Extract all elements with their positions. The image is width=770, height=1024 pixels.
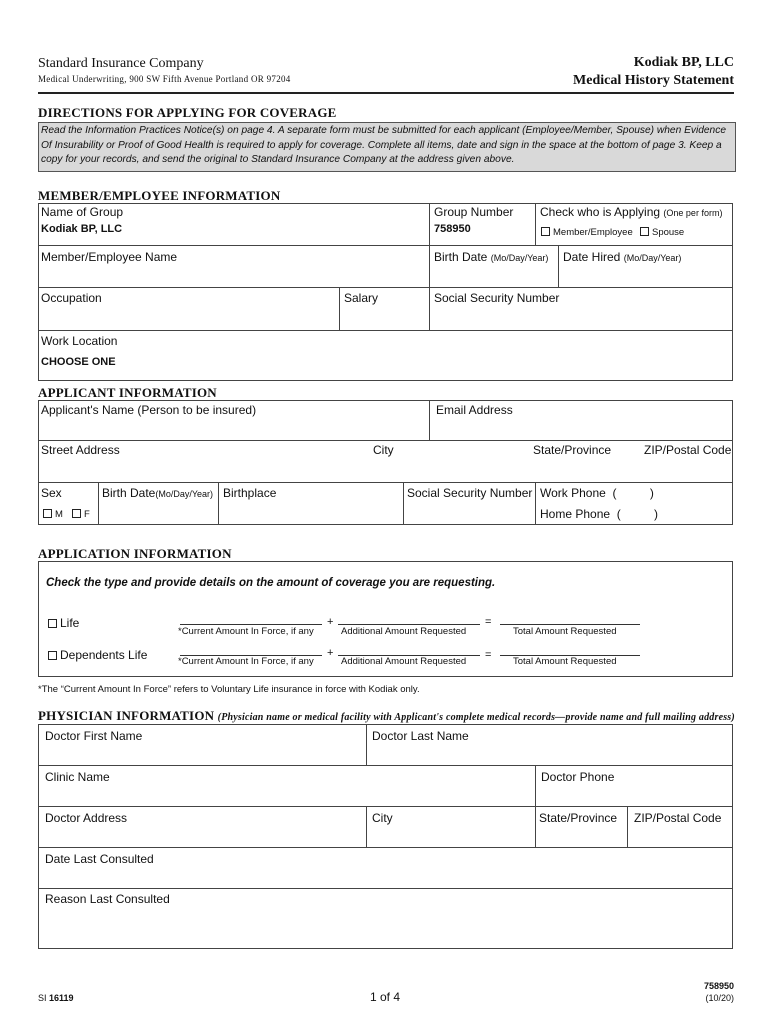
dependents-plus: +	[327, 647, 334, 659]
divider	[627, 806, 628, 847]
member-employee-text: Member/Employee	[553, 227, 633, 238]
applicant-birth-note: (Mo/Day/Year)	[155, 489, 214, 499]
sex-f-text: F	[84, 509, 90, 520]
company-address: Medical Underwriting, 900 SW Fifth Avenue Portland OR 97204	[38, 74, 291, 84]
divider	[38, 245, 733, 246]
divider	[218, 482, 219, 525]
reason-last-consulted-label: Reason Last Consulted	[45, 892, 170, 906]
doctor-last-name-label: Doctor Last Name	[372, 729, 469, 743]
divider	[38, 765, 733, 766]
street-label: Street Address	[41, 443, 120, 457]
clinic-name-label: Clinic Name	[45, 770, 110, 784]
member-name-label: Member/Employee Name	[41, 250, 178, 264]
sex-f-checkbox[interactable]	[72, 509, 81, 518]
divider	[38, 440, 733, 441]
divider	[38, 287, 733, 288]
divider	[38, 330, 733, 331]
dependents-life-text: Dependents Life	[60, 648, 148, 662]
footer-code: 758950	[703, 981, 734, 991]
divider	[429, 400, 430, 440]
page-number: 1 of 4	[370, 990, 401, 1004]
work-location-label: Work Location	[41, 334, 118, 348]
divider	[366, 724, 367, 765]
divider	[535, 203, 536, 245]
doctor-first-name-label: Doctor First Name	[45, 729, 143, 743]
life-option[interactable]	[48, 616, 79, 630]
group-name-label: Name of Group	[41, 205, 124, 219]
divider	[38, 847, 733, 848]
applicant-birth-label	[102, 486, 213, 500]
divider	[339, 287, 340, 330]
occupation-label: Occupation	[41, 291, 102, 305]
member-employee-checkbox[interactable]	[541, 227, 550, 236]
employer-name: Kodiak BP, LLC	[633, 55, 734, 70]
life-total-caption: Total Amount Requested	[513, 626, 617, 637]
divider	[535, 482, 536, 525]
divider	[558, 245, 559, 287]
directions-title: DIRECTIONS FOR APPLYING FOR COVERAGE	[38, 105, 337, 120]
divider	[38, 888, 733, 889]
life-text: Life	[60, 616, 80, 630]
divider	[535, 765, 536, 847]
life-equals: =	[485, 616, 492, 628]
doctor-state-label: State/Province	[539, 811, 618, 825]
dependents-total-caption: Total Amount Requested	[513, 656, 617, 667]
directions-text: Read the Information Practices Notice(s) on page 4. A separate form must be submitted for each applicant (Employee/Member, Spouse) when Evidence Of Insurability or Proof of Good Health is required to apply for coverage. Complete all items, date and sign in the space at the bottom of page 3. Keep a copy for your records, and send the original to Standard Insurance Company at the address given above.	[38, 122, 736, 172]
doctor-phone-label: Doctor Phone	[541, 770, 615, 784]
spouse-text: Spouse	[652, 227, 685, 238]
divider	[366, 806, 367, 847]
life-plus: +	[327, 616, 334, 628]
member-employee-option[interactable]	[541, 227, 633, 238]
check-applying-text: Check who is Applying	[540, 205, 661, 219]
group-number-field[interactable]: 758950	[434, 223, 471, 235]
spouse-option[interactable]	[640, 227, 684, 238]
dependents-additional-caption: Additional Amount Requested	[341, 656, 467, 667]
doctor-zip-label: ZIP/Postal Code	[634, 811, 722, 825]
email-label: Email Address	[436, 403, 513, 417]
date-hired-label	[563, 250, 681, 264]
physician-subtitle: (Physician name or medical facility with Applicant's complete medical records—provide name and full mailing address)	[217, 712, 735, 723]
member-ssn-label: Social Security Number	[434, 291, 560, 305]
date-last-consulted-label: Date Last Consulted	[45, 852, 154, 866]
salary-label: Salary	[344, 291, 379, 305]
sex-f-option[interactable]	[72, 509, 90, 520]
divider	[403, 482, 404, 525]
member-birth-note: (Mo/Day/Year)	[490, 253, 549, 263]
applicant-zip-label: ZIP/Postal Code	[644, 443, 732, 457]
dependents-current-caption: *Current Amount In Force, if any	[178, 656, 314, 667]
sex-m-text: M	[55, 509, 63, 520]
divider	[38, 806, 733, 807]
date-hired-note: (Mo/Day/Year)	[623, 253, 682, 263]
sex-m-checkbox[interactable]	[43, 509, 52, 518]
dependents-life-option[interactable]	[48, 648, 147, 662]
member-section-title: MEMBER/EMPLOYEE INFORMATION	[38, 188, 281, 203]
dependents-equals: =	[485, 649, 492, 661]
member-birth-text: Birth Date	[434, 250, 488, 264]
header-rule	[38, 92, 734, 94]
group-name-field[interactable]: Kodiak BP, LLC	[41, 223, 123, 235]
application-footnote: *The “Current Amount In Force” refers to Voluntary Life insurance in force with Kodiak only.	[38, 684, 420, 695]
birthplace-label: Birthplace	[223, 486, 277, 500]
application-instruction: Check the type and provide details on the amount of coverage you are requesting.	[46, 577, 496, 589]
life-additional-caption: Additional Amount Requested	[341, 626, 467, 637]
date-hired-text: Date Hired	[563, 250, 621, 264]
life-additional-line[interactable]	[338, 624, 480, 625]
life-current-caption: *Current Amount In Force, if any	[178, 626, 314, 637]
applicant-birth-text: Birth Date	[102, 486, 156, 500]
form-number-prefix: SI	[38, 993, 50, 1003]
applicant-state-label: State/Province	[533, 443, 612, 457]
form-number	[38, 993, 74, 1003]
group-number-label: Group Number	[434, 205, 514, 219]
form-number-value: 16119	[49, 993, 74, 1003]
physician-title-text: PHYSICIAN INFORMATION	[38, 708, 215, 723]
footer-date: (10/20)	[705, 993, 734, 1003]
applicant-section-title: APPLICANT INFORMATION	[38, 385, 217, 400]
work-location-select[interactable]: CHOOSE ONE	[41, 356, 116, 368]
applicant-name-label: Applicant's Name (Person to be insured)	[41, 403, 257, 417]
life-checkbox[interactable]	[48, 619, 57, 628]
physician-section-title	[38, 708, 735, 724]
divider	[429, 203, 430, 330]
home-phone-label: Home Phone ( )	[540, 507, 659, 521]
physician-box	[38, 724, 733, 949]
applicant-ssn-label: Social Security Number	[407, 486, 533, 500]
doctor-address-label: Doctor Address	[45, 811, 128, 825]
member-birth-label	[434, 250, 548, 264]
work-phone-label: Work Phone ( )	[540, 486, 654, 500]
life-total-line[interactable]	[500, 624, 640, 625]
sex-label: Sex	[41, 486, 62, 500]
divider	[98, 482, 99, 525]
check-applying-note: (One per form)	[663, 208, 723, 218]
dependents-life-checkbox[interactable]	[48, 651, 57, 660]
application-section-title: APPLICATION INFORMATION	[38, 546, 232, 561]
spouse-checkbox[interactable]	[640, 227, 649, 236]
life-current-line[interactable]	[180, 624, 322, 625]
form-title: Medical History Statement	[573, 73, 734, 88]
doctor-city-label: City	[372, 811, 393, 825]
check-applying-label	[540, 205, 722, 219]
applicant-city-label: City	[373, 443, 394, 457]
sex-m-option[interactable]	[43, 509, 63, 520]
company-name: Standard Insurance Company	[38, 56, 204, 71]
divider	[38, 482, 733, 483]
